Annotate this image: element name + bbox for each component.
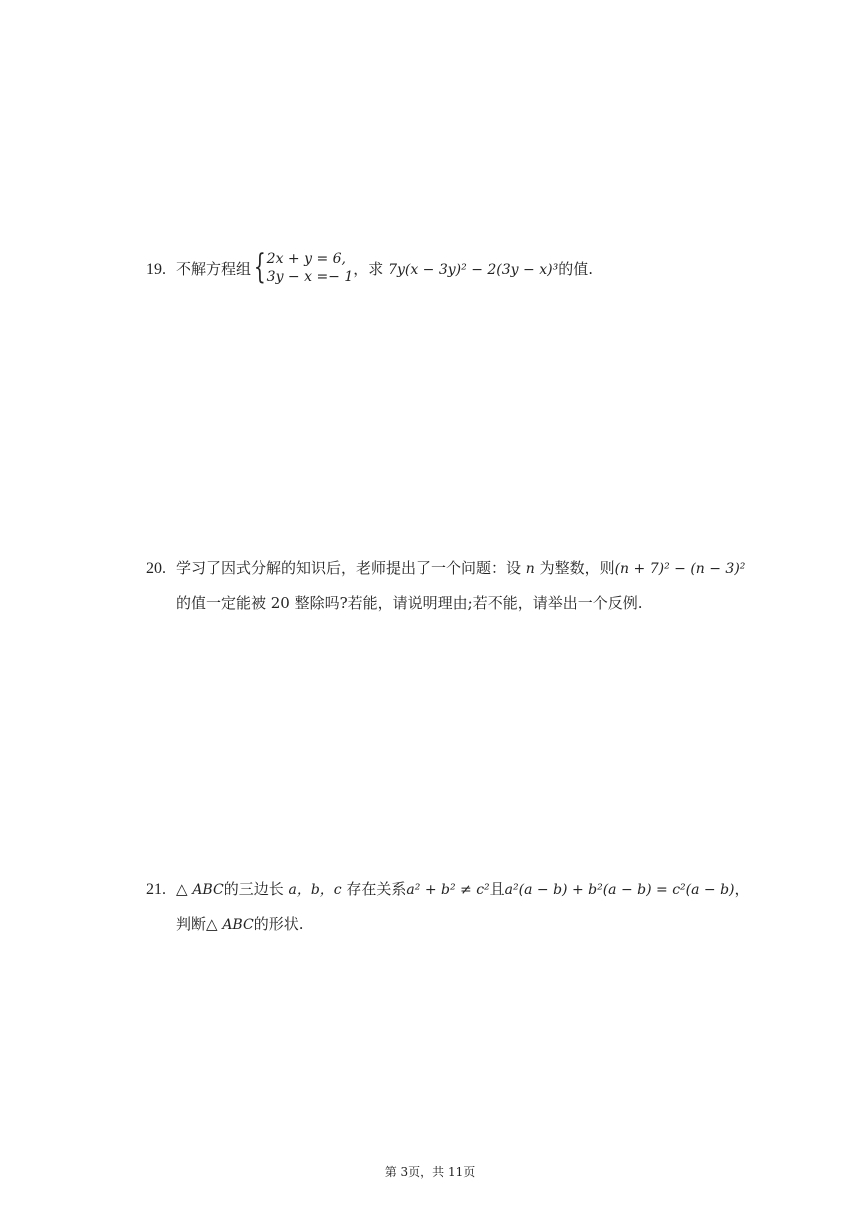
question-number: 19.	[146, 261, 166, 278]
math-expression: a²(a − b) + b²(a − b) = c²(a − b)	[504, 882, 735, 898]
question-text: 的值一定能被 20 整除吗?若能，请说明理由;若不能，请举出一个反例.	[176, 594, 643, 612]
question-text: 判断△	[176, 915, 223, 933]
math-expression: (n + 7)² − (n − 3)²	[614, 561, 746, 577]
question-number: 20.	[146, 560, 166, 577]
page-footer: 第 3页，共 11页	[384, 1165, 476, 1179]
question-text: 且	[489, 880, 505, 898]
equation-2: 3y − x =− 1	[266, 269, 354, 285]
math-expression: a² + b² ≠ c²	[406, 882, 490, 898]
question-text: 的值.	[558, 260, 593, 278]
question-21	[146, 872, 750, 942]
brace-symbol: {	[253, 247, 266, 287]
question-text: 为整数，则	[534, 559, 615, 577]
question-20	[146, 551, 745, 620]
equation-1: 2x + y = 6,	[266, 251, 346, 267]
question-text: 的形状.	[253, 915, 304, 933]
question-text: ，求	[353, 260, 389, 278]
math-expression: 7y(x − 3y)² − 2(3y − x)³	[388, 262, 559, 278]
question-text: ，	[734, 880, 750, 898]
math-variable: n	[525, 561, 535, 577]
question-number: 21.	[146, 881, 166, 898]
question-text: △	[176, 880, 193, 898]
question-text: 的三边长	[223, 880, 289, 898]
question-text: 不解方程组	[176, 260, 252, 278]
question-text: 存在关系	[341, 880, 407, 898]
math-variable: a，b，c	[288, 882, 342, 898]
question-19	[146, 247, 593, 288]
question-text: 学习了因式分解的知识后，老师提出了一个问题：设	[176, 559, 526, 577]
equation-system	[267, 250, 354, 286]
math-variable: ABC	[192, 882, 224, 898]
math-variable: ABC	[222, 917, 254, 933]
